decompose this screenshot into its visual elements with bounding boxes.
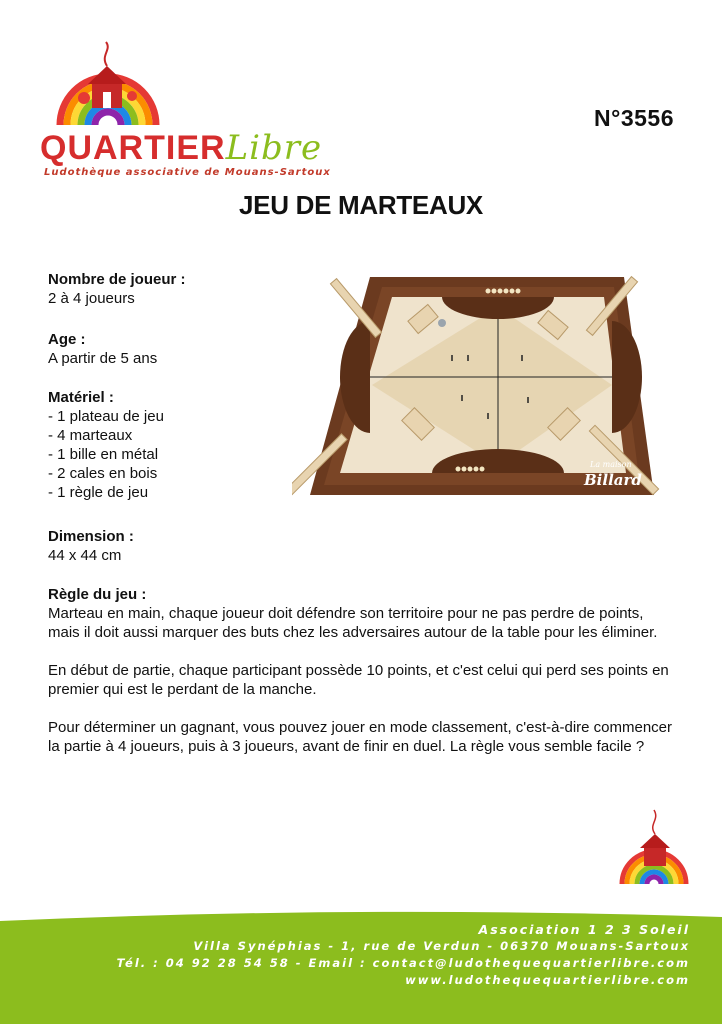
- rules-paragraph: En début de partie, chaque participant possède 10 points, et c'est celui qui perd ses points en premier qui est le perdant de la manche.: [48, 662, 669, 698]
- list-item: - 1 plateau de jeu: [48, 408, 164, 425]
- players-heading: Nombre de joueur :: [48, 271, 186, 288]
- logo: [40, 40, 331, 190]
- rules-section: [48, 585, 678, 775]
- reference-number: N°3556: [594, 105, 674, 131]
- page-title: JEU DE MARTEAUX: [239, 190, 483, 220]
- dimension-value: 44 x 44 cm: [48, 547, 122, 564]
- footer: [0, 899, 722, 1024]
- photo-brand-small: La maison: [590, 460, 632, 469]
- age-section: [48, 330, 157, 368]
- footer-contact: [117, 921, 690, 989]
- players-value: 2 à 4 joueurs: [48, 290, 135, 307]
- logo-tagline: Ludothèque associative de Mouans-Sartoux: [44, 167, 331, 178]
- materiel-section: [48, 388, 164, 502]
- dimension-heading: Dimension :: [48, 528, 134, 545]
- footer-association: Association 1 2 3 Soleil: [478, 922, 690, 937]
- footer-address: Villa Synéphias - 1, rue de Verdun - 06370 Mouans-Sartoux: [193, 939, 690, 953]
- list-item: - 4 marteaux: [48, 427, 133, 444]
- house-rainbow-icon: [40, 40, 310, 135]
- age-heading: Age :: [48, 331, 86, 348]
- house-rainbow-icon: [618, 808, 690, 886]
- list-item: - 1 bille en métal: [48, 446, 159, 463]
- dimension-section: [48, 527, 134, 565]
- footer-phone-email: Tél. : 04 92 28 54 58 - Email : contact@ludothequequartierlibre.com: [116, 956, 690, 970]
- photo-brand-name: Billard: [584, 471, 642, 489]
- age-value: A partir de 5 ans: [48, 350, 158, 367]
- rules-paragraph: Marteau en main, chaque joueur doit défendre son territoire pour ne pas perdre de points, mais il doit aussi marquer des buts chez les adversaires autour de la table pour les éliminer.: [48, 605, 658, 641]
- list-item: - 2 cales en bois: [48, 465, 158, 482]
- logo-wordmark: QUARTIERLibre: [40, 128, 323, 168]
- materiel-heading: Matériel :: [48, 389, 114, 406]
- rules-heading: Règle du jeu :: [48, 586, 147, 603]
- rules-paragraph: Pour déterminer un gagnant, vous pouvez jouer en mode classement, c'est-à-dire commencer la partie à 4 joueurs, puis à 3 joueurs, avant de finir en duel. La règle vous semble facile ?: [48, 719, 673, 755]
- footer-website: www.ludothequequartierlibre.com: [405, 973, 690, 987]
- list-item: - 1 règle de jeu: [48, 484, 149, 501]
- players-section: [48, 270, 186, 308]
